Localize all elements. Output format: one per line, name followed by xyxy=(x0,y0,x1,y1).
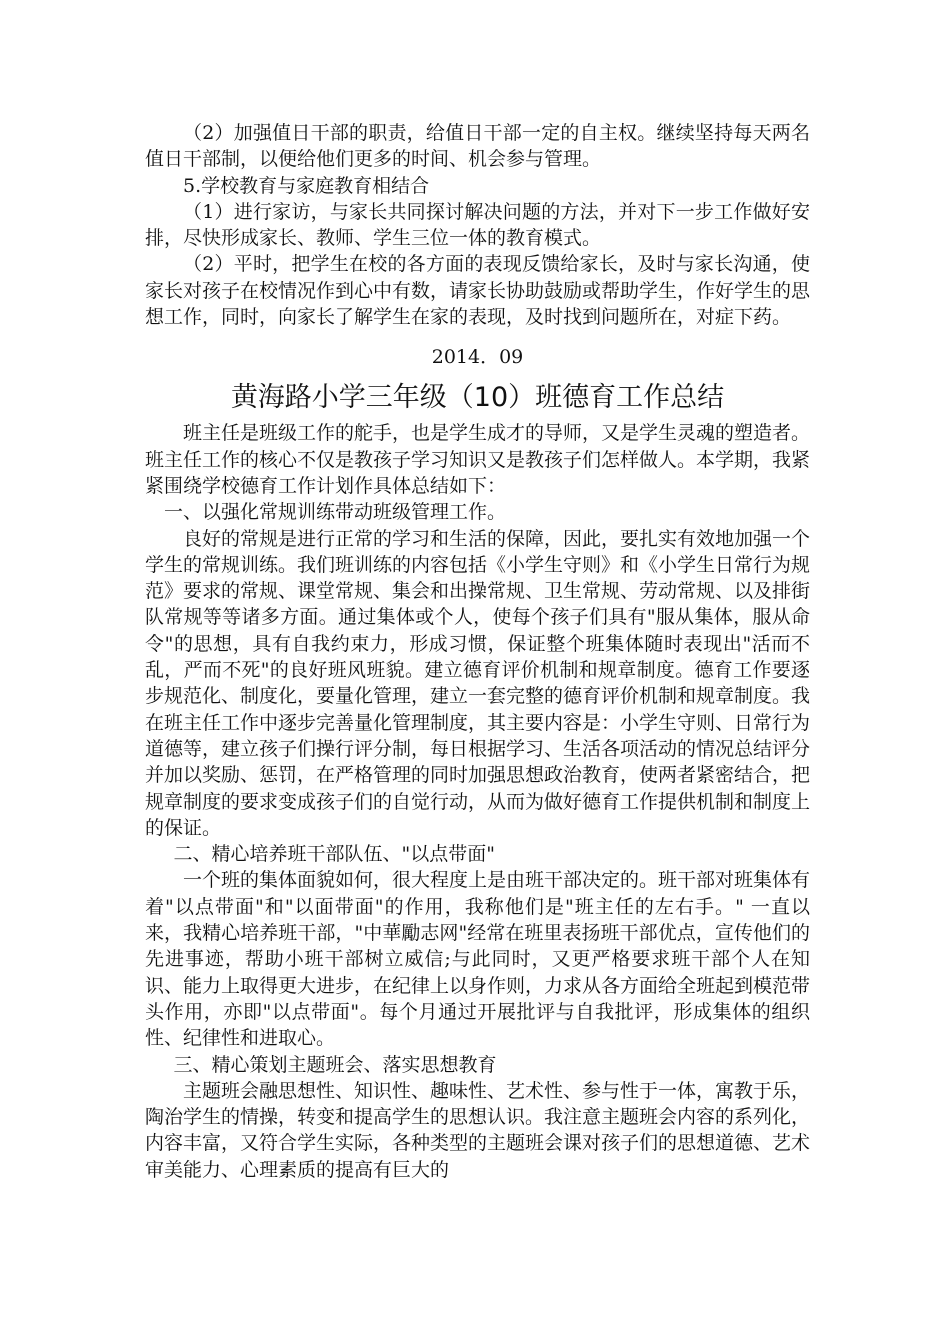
paragraph-duty-cadre: （2）加强值日干部的职责，给值日干部一定的自主权。继续坚持每天两名值日干部制，以便给他们更多的时间、机会参与管理。 xyxy=(145,122,810,171)
document-title: 黄海路小学三年级（10）班德育工作总结 xyxy=(230,382,725,414)
paragraph-home-visit: （1）进行家访，与家长共同探讨解决问题的方法，并对下一步工作做好安排，尽快形成家长、教师、学生三位一体的教育模式。 xyxy=(145,200,810,250)
heading-school-family: 5.学校教育与家庭教育相结合 xyxy=(183,174,430,197)
section-heading-2: 二、精心培养班干部队伍、"以点带面" xyxy=(173,843,495,866)
paragraph-intro: 班主任是班级工作的舵手，也是学生成才的导师，又是学生灵魂的塑造者。班主任工作的核心不仅是教孩子学习知识又是教孩子们怎样做人。本学期，我紧紧围绕学校德育工作计划作具体总结如下： xyxy=(145,422,811,497)
document-page xyxy=(145,120,810,1183)
paragraph-feedback: （2）平时，把学生在校的各方面的表现反馈给家长，及时与家长沟通，使家长对孩子在校情况作到心中有数，请家长协助鼓励或帮助学生，作好学生的思想工作，同时，向家长了解学生在家的表现，及时找到问题所在，对症下药。 xyxy=(145,253,811,329)
section-body-2: 一个班的集体面貌如何，很大程度上是由班干部决定的。班干部对班集体有着"以点带面"和"以面带面"的作用，我称他们是"班主任的左右手。" 一直以来，我精心培养班干部，"中華勵志网"经常在班里表扬班干部优点，宣传他们的先进事迹，帮助小班干部树立威信;与此同时，又更严格要求班干部个人在知识、能力上取得更大进步，在纪律上以身作则，力求从各方面给全班起到模范带头作用，亦即"以点带面"。每个月通过开展批评与自我批评，形成集体的组织性、纪律性和进取心。 xyxy=(145,869,811,1050)
document-date: 2014．09 xyxy=(431,346,524,369)
section-body-1: 良好的常规是进行正常的学习和生活的保障，因此，要扎实有效地加强一个学生的常规训练。我们班训练的内容包括《小学生守则》和《小学生日常行为规范》要求的常规、课堂常规、集会和出操常规、卫生常规、劳动常规、以及排街队常规等等诸多方面。通过集体或个人，使每个孩子们具有"服从集体，服从命令"的思想，具有自我约束力，形成习惯，保证整个班集体随时表现出"活而不乱，严而不死"的良好班风班貌。建立德育评价机制和规章制度。德育工作要逐步规范化、制度化，要量化管理，建立一套完整的德育评价机制和规章制度。我在班主任工作中逐步完善量化管理制度，其主要内容是：小学生守则、日常行为道德等，建立孩子们操行评分制，每日根据学习、生活各项活动的情况总结评分并加以奖励、惩罚，在严格管理的同时加强思想政治教育，使两者紧密结合，把规章制度的要求变成孩子们的自觉行动，从而为做好德育工作提供机制和制度上的保证。 xyxy=(145,527,811,839)
section-heading-1: 一、以强化常规训练带动班级管理工作。 xyxy=(164,501,507,524)
section-heading-3: 三、精心策划主题班会、落实思想教育 xyxy=(173,1053,497,1076)
section-body-3: 主题班会融思想性、知识性、趣味性、艺术性、参与性于一体，寓教于乐，陶治学生的情操，转变和提高学生的思想认识。我注意主题班会内容的系列化，内容丰富，又符合学生实际，各种类型的主题班会课对孩子们的思想道德、艺术审美能力、心理素质的提高有巨大的 xyxy=(145,1079,811,1181)
